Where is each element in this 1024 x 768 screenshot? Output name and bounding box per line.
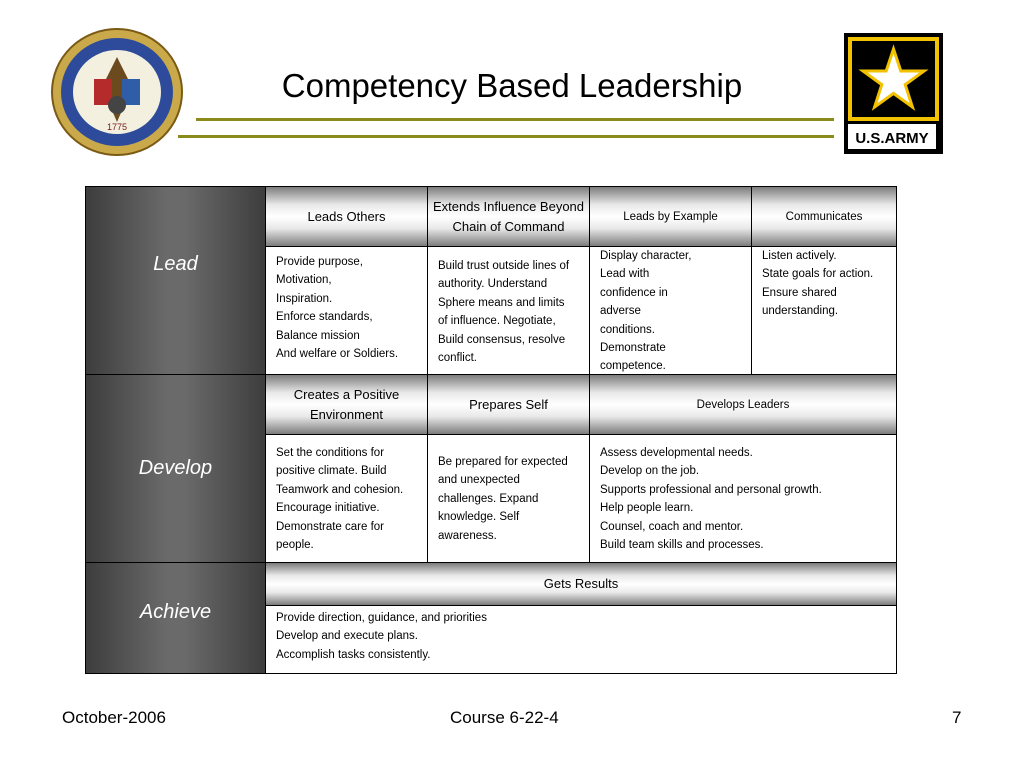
- text-line: Develop and execute plans.: [276, 630, 418, 643]
- cell-develops-leaders: [590, 435, 897, 563]
- text-line: Provide direction, guidance, and priorities: [276, 612, 487, 624]
- header-prepares-self: Prepares Self: [428, 375, 590, 435]
- text-line: competence.: [600, 360, 666, 373]
- text-line: knowledge. Self: [438, 511, 520, 524]
- footer-date: October-2006: [62, 708, 166, 727]
- row-label-achieve-text: Achieve: [139, 601, 212, 623]
- text-line: conditions.: [600, 323, 655, 336]
- row-label-develop: [86, 375, 266, 563]
- footer-page-number: 7: [952, 708, 962, 727]
- cell-extends-influence: [428, 247, 590, 375]
- title-rule-top: [196, 118, 834, 121]
- text-line: Teamwork and cohesion.: [276, 483, 404, 496]
- header-extends-influence: Extends Influence Beyond Chain of Command: [428, 187, 590, 247]
- slide-title: Competency Based Leadership: [281, 67, 743, 104]
- header-creates-positive-environment: Creates a Positive Environment: [266, 375, 428, 435]
- army-logo-text: U.S.ARMY: [855, 130, 929, 147]
- text-line: Provide purpose,: [276, 256, 363, 268]
- title-rule-bottom: [178, 135, 834, 138]
- us-army-logo: [844, 33, 943, 154]
- row-label-achieve: [86, 563, 266, 673]
- text-line: And welfare or Soldiers.: [276, 348, 399, 361]
- text-line: awareness.: [438, 529, 497, 542]
- cell-gets-results: [266, 606, 897, 673]
- text-line: Motivation,: [276, 274, 332, 287]
- text-line: Sphere means and limits: [438, 296, 565, 309]
- text-line: Inspiration.: [276, 292, 333, 305]
- text-line: Supports professional and personal growth.: [600, 483, 822, 496]
- header-develops-leaders: Develops Leaders: [590, 375, 897, 435]
- text-line: Encourage initiative.: [276, 502, 380, 515]
- text-line: Build team skills and processes.: [600, 539, 764, 552]
- cell-leads-by-example: [590, 247, 752, 375]
- header-gets-results: Gets Results: [266, 563, 897, 606]
- text-line: Demonstrate care for: [276, 520, 385, 533]
- text-line: confidence in: [600, 286, 668, 299]
- text-line: adverse: [600, 305, 641, 318]
- svg-text:1775: 1775: [106, 122, 128, 132]
- cell-leads-others: [266, 247, 428, 375]
- text-line: authority. Understand: [438, 278, 548, 291]
- text-line: positive climate. Build: [276, 465, 387, 478]
- text-line: Help people learn.: [600, 502, 694, 515]
- text-line: and unexpected: [438, 474, 520, 487]
- text-line: State goals for action.: [762, 268, 874, 281]
- text-line: conflict.: [438, 352, 477, 365]
- text-line: Ensure shared: [762, 286, 837, 299]
- cell-prepares-self: [428, 435, 590, 563]
- footer-course: Course 6-22-4: [450, 708, 559, 727]
- competency-table: [85, 186, 897, 674]
- row-label-develop-text: Develop: [138, 457, 213, 479]
- row-label-lead-text: Lead: [153, 253, 198, 275]
- text-line: Lead with: [600, 268, 650, 281]
- text-line: Counsel, coach and mentor.: [600, 520, 744, 533]
- department-of-the-army-seal: [50, 27, 184, 157]
- text-line: people.: [276, 539, 314, 552]
- text-line: Set the conditions for: [276, 447, 385, 459]
- text-line: Develop on the job.: [600, 465, 700, 478]
- text-line: understanding.: [762, 305, 839, 318]
- header-communicates: Communicates: [752, 187, 897, 247]
- text-line: Display character,: [600, 250, 692, 262]
- text-line: Demonstrate: [600, 342, 666, 355]
- text-line: Listen actively.: [762, 250, 837, 262]
- text-line: Assess developmental needs.: [600, 447, 753, 459]
- text-line: Accomplish tasks consistently.: [276, 648, 431, 661]
- cell-creates-positive-environment: [266, 435, 428, 563]
- header-leads-by-example: Leads by Example: [590, 187, 752, 247]
- text-line: Enforce standards,: [276, 311, 373, 324]
- text-line: Build consensus, resolve: [438, 333, 566, 346]
- text-line: of influence. Negotiate,: [438, 315, 556, 328]
- text-line: Be prepared for expected: [438, 456, 568, 468]
- text-line: Balance mission: [276, 329, 360, 342]
- text-line: Build trust outside lines of: [438, 260, 570, 272]
- row-label-lead: [86, 187, 266, 375]
- cell-communicates: [752, 247, 897, 375]
- header-leads-others: Leads Others: [266, 187, 428, 247]
- text-line: challenges. Expand: [438, 492, 539, 505]
